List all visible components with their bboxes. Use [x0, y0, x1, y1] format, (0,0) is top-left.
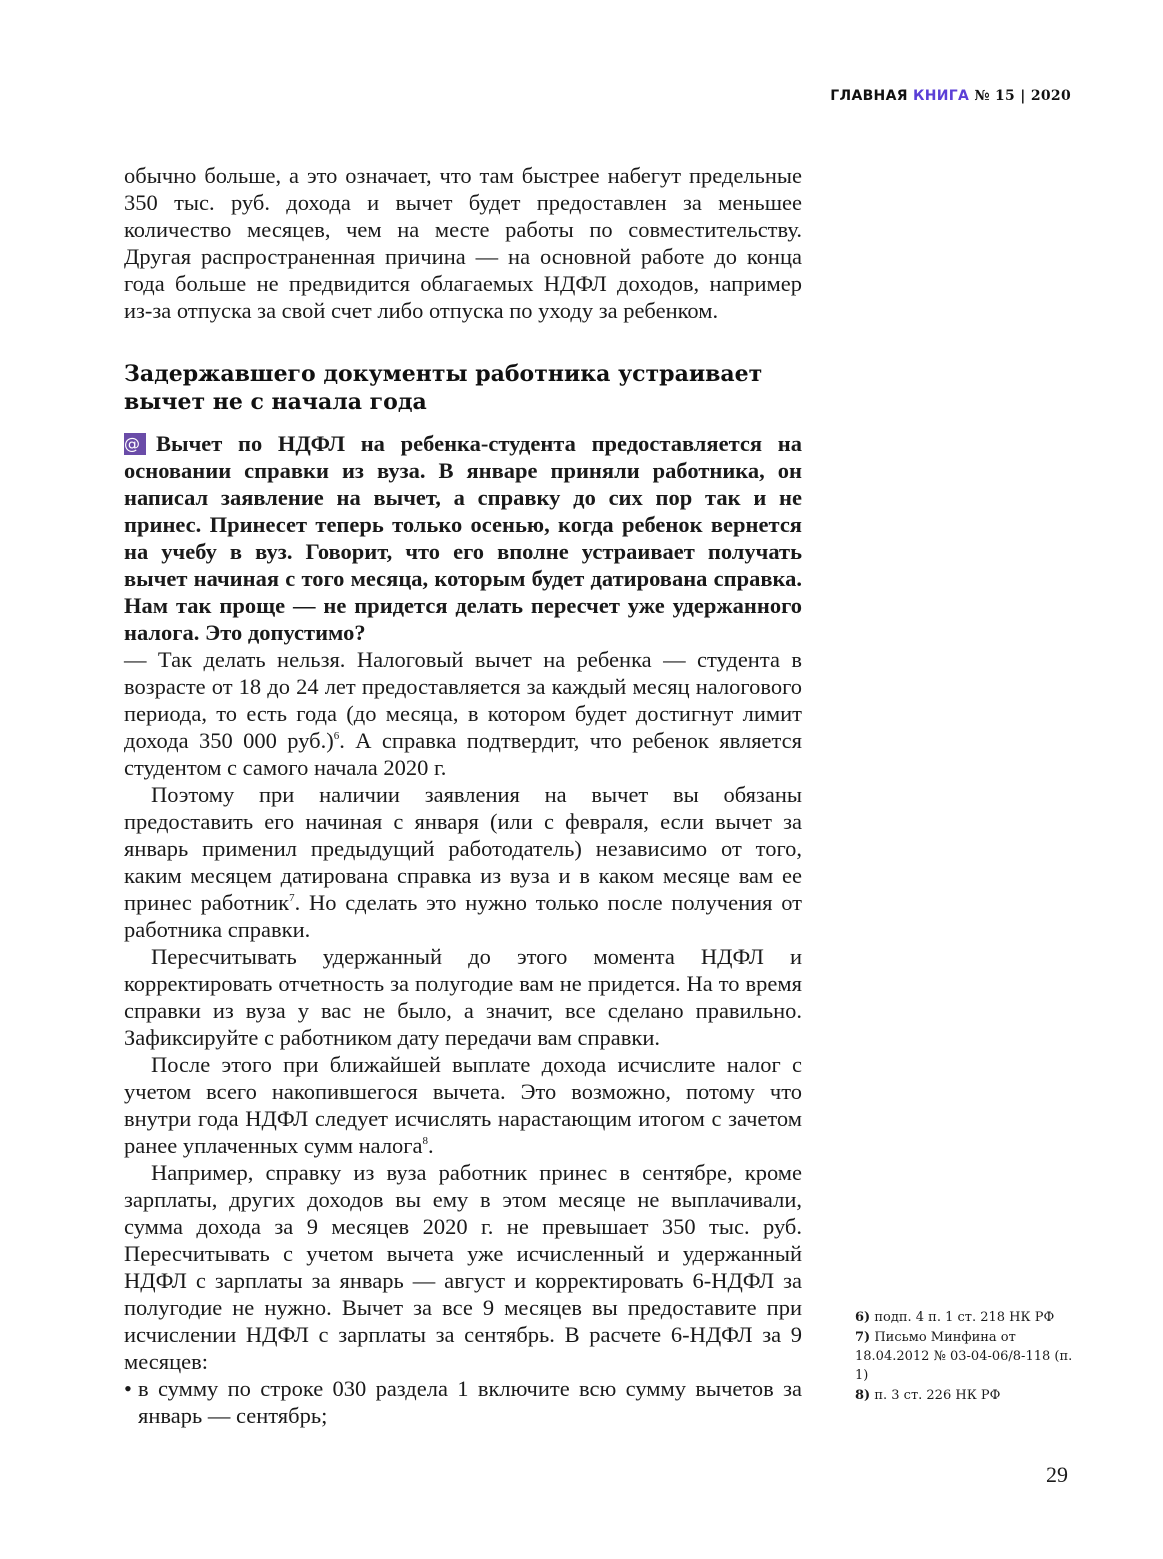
running-header — [830, 88, 1071, 104]
footnote-text: п. 3 ст. 226 НК РФ — [874, 1388, 1001, 1403]
answer-paragraph-2 — [124, 781, 802, 943]
page-number: 29 — [1046, 1462, 1068, 1487]
footnote-text: Письмо Минфина от 18.04.2012 № 03-04-06/8-118 (п. 1) — [855, 1330, 1073, 1383]
magazine-name-part2: КНИГА — [912, 88, 970, 104]
answer-text: . А справка подтвердит, что ребенок является студентом с самого начала 2020 г. — [124, 728, 802, 780]
footnote-ref-6: 6 — [333, 730, 340, 742]
section-heading: Задержавшего документы работника устраивает вычет не с начала года — [124, 361, 763, 415]
footnote-number: 8) — [855, 1388, 871, 1403]
answer-text: Поэтому при наличии заявления на вычет вы обязаны предоставить его начиная с января (или с февраля, если вычет за январь применил предыдущий работодатель) независимо от того, каким месяцем датирована справка из вуза и в каком месяце вам ее принес работник — [124, 782, 802, 915]
answer-paragraph-5: Например, справку из вуза работник принес в сентябре, кроме зарплаты, других доходов вы ему в этом месяце не выплачивали, сумма дохода за 9 месяцев 2020 г. не превышает 350 тыс. руб. Пересчитывать с учетом вычета уже исчисленный и удержанный НДФЛ с зарплаты за январь — август и корректировать 6-НДФЛ за полугодие не нужно. Вычет за все 9 месяцев вы предоставите при исчислении НДФЛ с зарплаты за сентябрь. В расчете 6-НДФЛ за 9 месяцев: — [124, 1160, 802, 1374]
answer-text: . — [428, 1133, 434, 1158]
issue-number: № 15 | 2020 — [974, 88, 1071, 104]
bullet-list — [124, 1375, 802, 1429]
footnote-8 — [855, 1386, 1075, 1405]
answer-text: — Так делать нельзя. Налоговый вычет на ребенка — студента в возрасте от 18 до 24 лет предоставляется за каждый месяц налогового периода, то есть года (до месяца, в котором будет достигнут лимит дохода 350 000 руб.) — [124, 647, 802, 753]
footnote-number: 7) — [855, 1330, 871, 1345]
answer-paragraph-4 — [124, 1051, 802, 1159]
bullet-item: • в сумму по строке 030 раздела 1 включите всю сумму вычетов за январь — сентябрь; — [124, 1375, 802, 1429]
question-text: Вычет по НДФЛ на ребенка-студента предоставляется на основании справки из вуза. В январе приняли работника, он написал заявление на вычет, а справку до сих пор так и не принес. Принесет теперь только осенью, когда ребенок вернется на учебу в вуз. Говорит, что его вполне устраивает получать вычет начиная с того месяца, которым будет датирована справка. Нам так проще — не придется делать пересчет уже удержанного налога. Это допустимо? — [124, 431, 802, 645]
footnote-6 — [855, 1308, 1075, 1327]
footnotes — [855, 1308, 1075, 1406]
main-column — [124, 162, 802, 1429]
intro-paragraph: обычно больше, а это означает, что там быстрее набегут предельные 350 тыс. руб. дохода и вычет будет предоставлен за меньшее количество месяцев, чем на месте работы по совместительству. Другая распространенная причина — на основной работе до конца года больше не предвидится облагаемых НДФЛ доходов, например из-за отпуска за свой счет либо отпуска по уходу за ребенком. — [124, 163, 802, 323]
footnote-ref-8: 8 — [422, 1135, 429, 1147]
answer-paragraph-3: Пересчитывать удержанный до этого момента НДФЛ и корректировать отчетность за полугодие вам не придется. На то время справки из вуза у вас не было, а значит, все сделано правильно. Зафиксируйте с работником дату передачи вам справки. — [124, 944, 802, 1050]
answer-text: . Но сделать это нужно только после получения от работника справки. — [124, 890, 803, 942]
magazine-name-part1: ГЛАВНАЯ — [830, 88, 908, 104]
at-icon: @ — [124, 433, 146, 455]
footnote-7 — [855, 1328, 1075, 1385]
answer-paragraph-1 — [124, 646, 802, 781]
footnote-number: 6) — [855, 1310, 871, 1325]
footnote-text: подп. 4 п. 1 ст. 218 НК РФ — [874, 1310, 1055, 1325]
footnote-ref-7: 7 — [289, 892, 295, 904]
answer-text: После этого при ближайшей выплате дохода исчислите налог с учетом всего накопившегося вычета. Это возможно, потому что внутри года НДФЛ следует исчислять нарастающим итогом с зачетом ранее уплаченных сумм налога — [124, 1052, 802, 1158]
reader-question — [124, 430, 802, 646]
